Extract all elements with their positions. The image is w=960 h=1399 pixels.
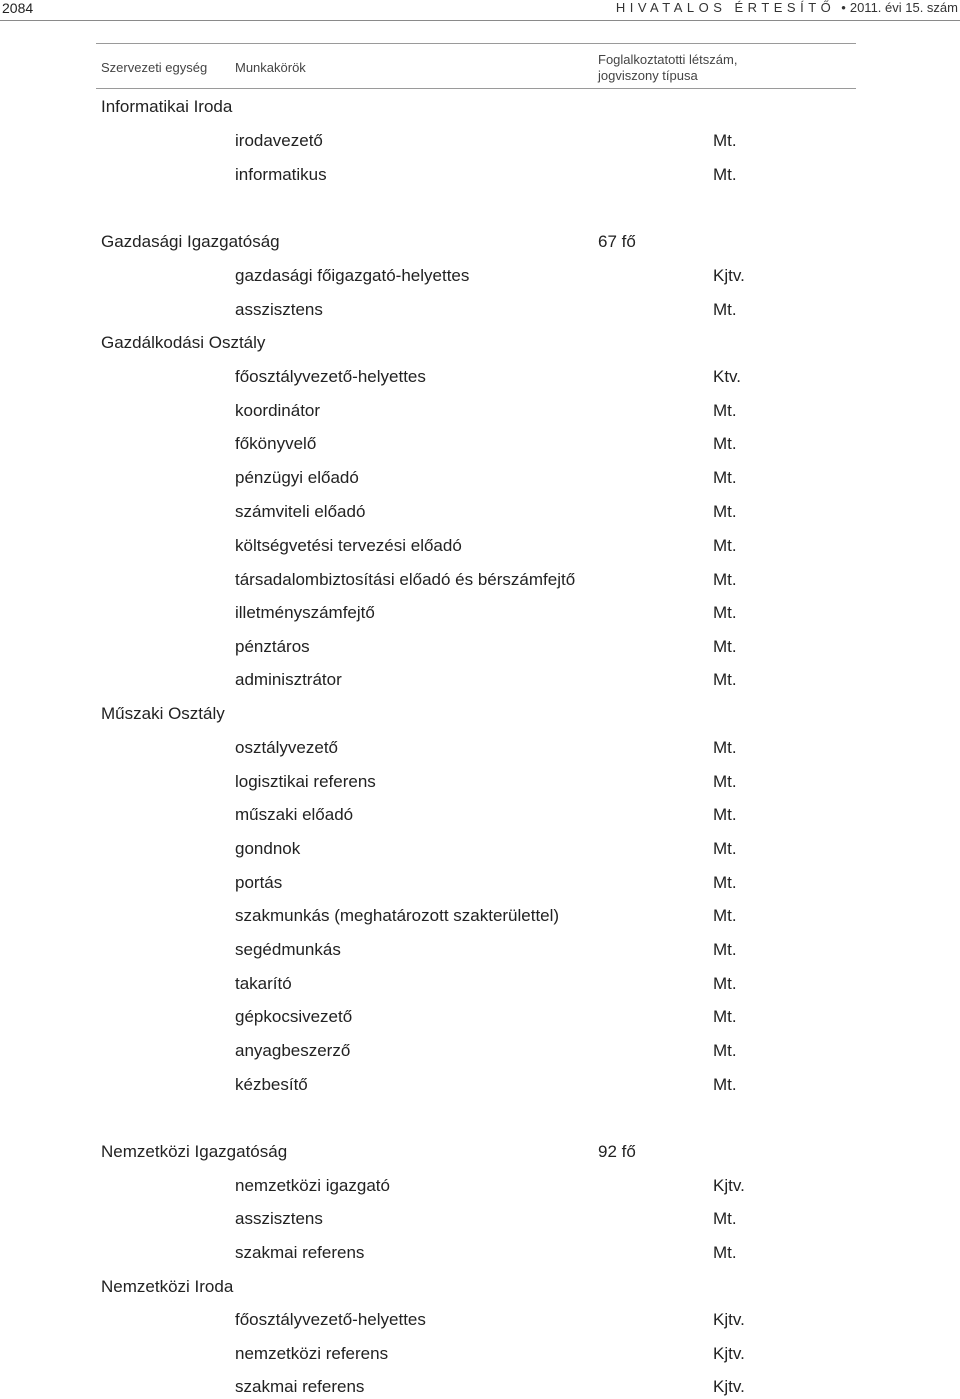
employment-type: Mt. — [713, 570, 737, 589]
employment-type: Mt. — [713, 165, 737, 184]
employment-type: Mt. — [713, 603, 737, 622]
job-row — [0, 264, 960, 288]
unit-name: Gazdálkodási Osztály — [101, 333, 266, 352]
employment-type: Mt. — [713, 468, 737, 487]
job-title: szakmai referens — [235, 1243, 365, 1262]
job-row — [0, 871, 960, 895]
job-row — [0, 163, 960, 187]
job-title: portás — [235, 873, 283, 892]
job-title: osztályvezető — [235, 738, 338, 757]
job-row — [0, 1375, 960, 1399]
headcount: 67 fő — [598, 232, 636, 251]
employment-type: Mt. — [713, 1243, 737, 1262]
employment-type: Mt. — [713, 805, 737, 824]
employment-type: Mt. — [713, 670, 737, 689]
job-title: költségvetési tervezési előadó — [235, 536, 462, 555]
employment-type: Kjtv. — [713, 1310, 745, 1329]
employment-type: Mt. — [713, 637, 737, 656]
job-title: logisztikai referens — [235, 772, 376, 791]
column-header-jobs: Munkakörök — [235, 60, 306, 75]
job-title: pénzügyi előadó — [235, 468, 359, 487]
job-title: társadalombiztosítási előadó és bérszámfejtő — [235, 570, 576, 589]
unit-name: Nemzetközi Iroda — [101, 1277, 234, 1296]
employment-type: Mt. — [713, 300, 737, 319]
unit-row — [0, 230, 960, 254]
employment-type: Mt. — [713, 940, 737, 959]
job-row — [0, 129, 960, 153]
job-title: számviteli előadó — [235, 502, 366, 521]
job-row — [0, 1342, 960, 1366]
employment-type: Ktv. — [713, 367, 742, 386]
job-title: főosztályvezető-helyettes — [235, 1310, 426, 1329]
employment-type: Mt. — [713, 906, 737, 925]
job-row — [0, 298, 960, 322]
unit-row — [0, 1140, 960, 1164]
job-row — [0, 1005, 960, 1029]
employment-type: Mt. — [713, 873, 737, 892]
job-title: kézbesítő — [235, 1075, 308, 1094]
job-row — [0, 803, 960, 827]
page-number: 2084 — [2, 0, 34, 16]
employment-type: Mt. — [713, 401, 737, 420]
column-header-count-line2: jogviszony típusa — [598, 68, 698, 83]
unit-row — [0, 702, 960, 726]
job-row — [0, 1241, 960, 1265]
employment-type: Mt. — [713, 1075, 737, 1094]
employment-type: Kjtv. — [713, 266, 745, 285]
employment-type: Mt. — [713, 1041, 737, 1060]
job-row — [0, 972, 960, 996]
job-title: szakmai referens — [235, 1377, 365, 1396]
employment-type: Mt. — [713, 839, 737, 858]
job-row — [0, 668, 960, 692]
unit-name: Nemzetközi Igazgatóság — [101, 1142, 288, 1161]
employment-type: Mt. — [713, 434, 737, 453]
job-row — [0, 904, 960, 928]
job-title: műszaki előadó — [235, 805, 354, 824]
job-title: adminisztrátor — [235, 670, 342, 689]
headcount: 92 fő — [598, 1142, 636, 1161]
job-title: gazdasági főigazgató-helyettes — [235, 266, 470, 285]
employment-type: Mt. — [713, 536, 737, 555]
employment-type: Mt. — [713, 738, 737, 757]
job-row — [0, 635, 960, 659]
issue-label: 2011. évi 15. szám — [849, 0, 958, 15]
job-title: informatikus — [235, 165, 327, 184]
job-row — [0, 837, 960, 861]
job-row — [0, 736, 960, 760]
job-row — [0, 534, 960, 558]
employment-type: Mt. — [713, 772, 737, 791]
job-title: gépkocsivezető — [235, 1007, 353, 1026]
job-title: anyagbeszerző — [235, 1041, 351, 1060]
job-row — [0, 601, 960, 625]
job-row — [0, 938, 960, 962]
unit-name: Gazdasági Igazgatóság — [101, 232, 280, 251]
unit-name: Műszaki Osztály — [101, 704, 225, 723]
job-title: illetményszámfejtő — [235, 603, 375, 622]
job-row — [0, 1174, 960, 1198]
job-title: főosztályvezető-helyettes — [235, 367, 426, 386]
employment-type: Kjtv. — [713, 1377, 745, 1396]
job-row — [0, 365, 960, 389]
job-title: gondnok — [235, 839, 301, 858]
employment-type: Kjtv. — [713, 1344, 745, 1363]
job-title: asszisztens — [235, 1209, 323, 1228]
journal-name: HIVATALOS ÉRTESÍTŐ — [615, 0, 836, 15]
employment-type: Kjtv. — [713, 1176, 745, 1195]
job-title: nemzetközi referens — [235, 1344, 389, 1363]
job-title: főkönyvelő — [235, 434, 317, 453]
job-title: pénztáros — [235, 637, 310, 656]
job-row — [0, 399, 960, 423]
employment-type: Mt. — [713, 1209, 737, 1228]
job-row — [0, 432, 960, 456]
job-row — [0, 1039, 960, 1063]
job-row — [0, 770, 960, 794]
job-row — [0, 568, 960, 592]
job-row — [0, 1073, 960, 1097]
unit-row — [0, 331, 960, 355]
job-title: szakmunkás (meghatározott szakterülettel) — [235, 906, 560, 925]
unit-row — [0, 95, 960, 119]
employment-type: Mt. — [713, 1007, 737, 1026]
job-row — [0, 1308, 960, 1332]
job-title: takarító — [235, 974, 292, 993]
column-header-count-line1: Foglalkoztatotti létszám, — [598, 52, 738, 67]
job-title: koordinátor — [235, 401, 321, 420]
unit-name: Informatikai Iroda — [101, 97, 233, 116]
job-title: asszisztens — [235, 300, 323, 319]
employment-type: Mt. — [713, 131, 737, 150]
job-row — [0, 500, 960, 524]
unit-row — [0, 1275, 960, 1299]
employment-type: Mt. — [713, 974, 737, 993]
bullet-separator: • — [841, 0, 846, 15]
job-row — [0, 466, 960, 490]
job-title: nemzetközi igazgató — [235, 1176, 390, 1195]
job-title: segédmunkás — [235, 940, 341, 959]
job-title: irodavezető — [235, 131, 323, 150]
employment-type: Mt. — [713, 502, 737, 521]
column-header-unit: Szervezeti egység — [101, 60, 208, 75]
job-row — [0, 1207, 960, 1231]
